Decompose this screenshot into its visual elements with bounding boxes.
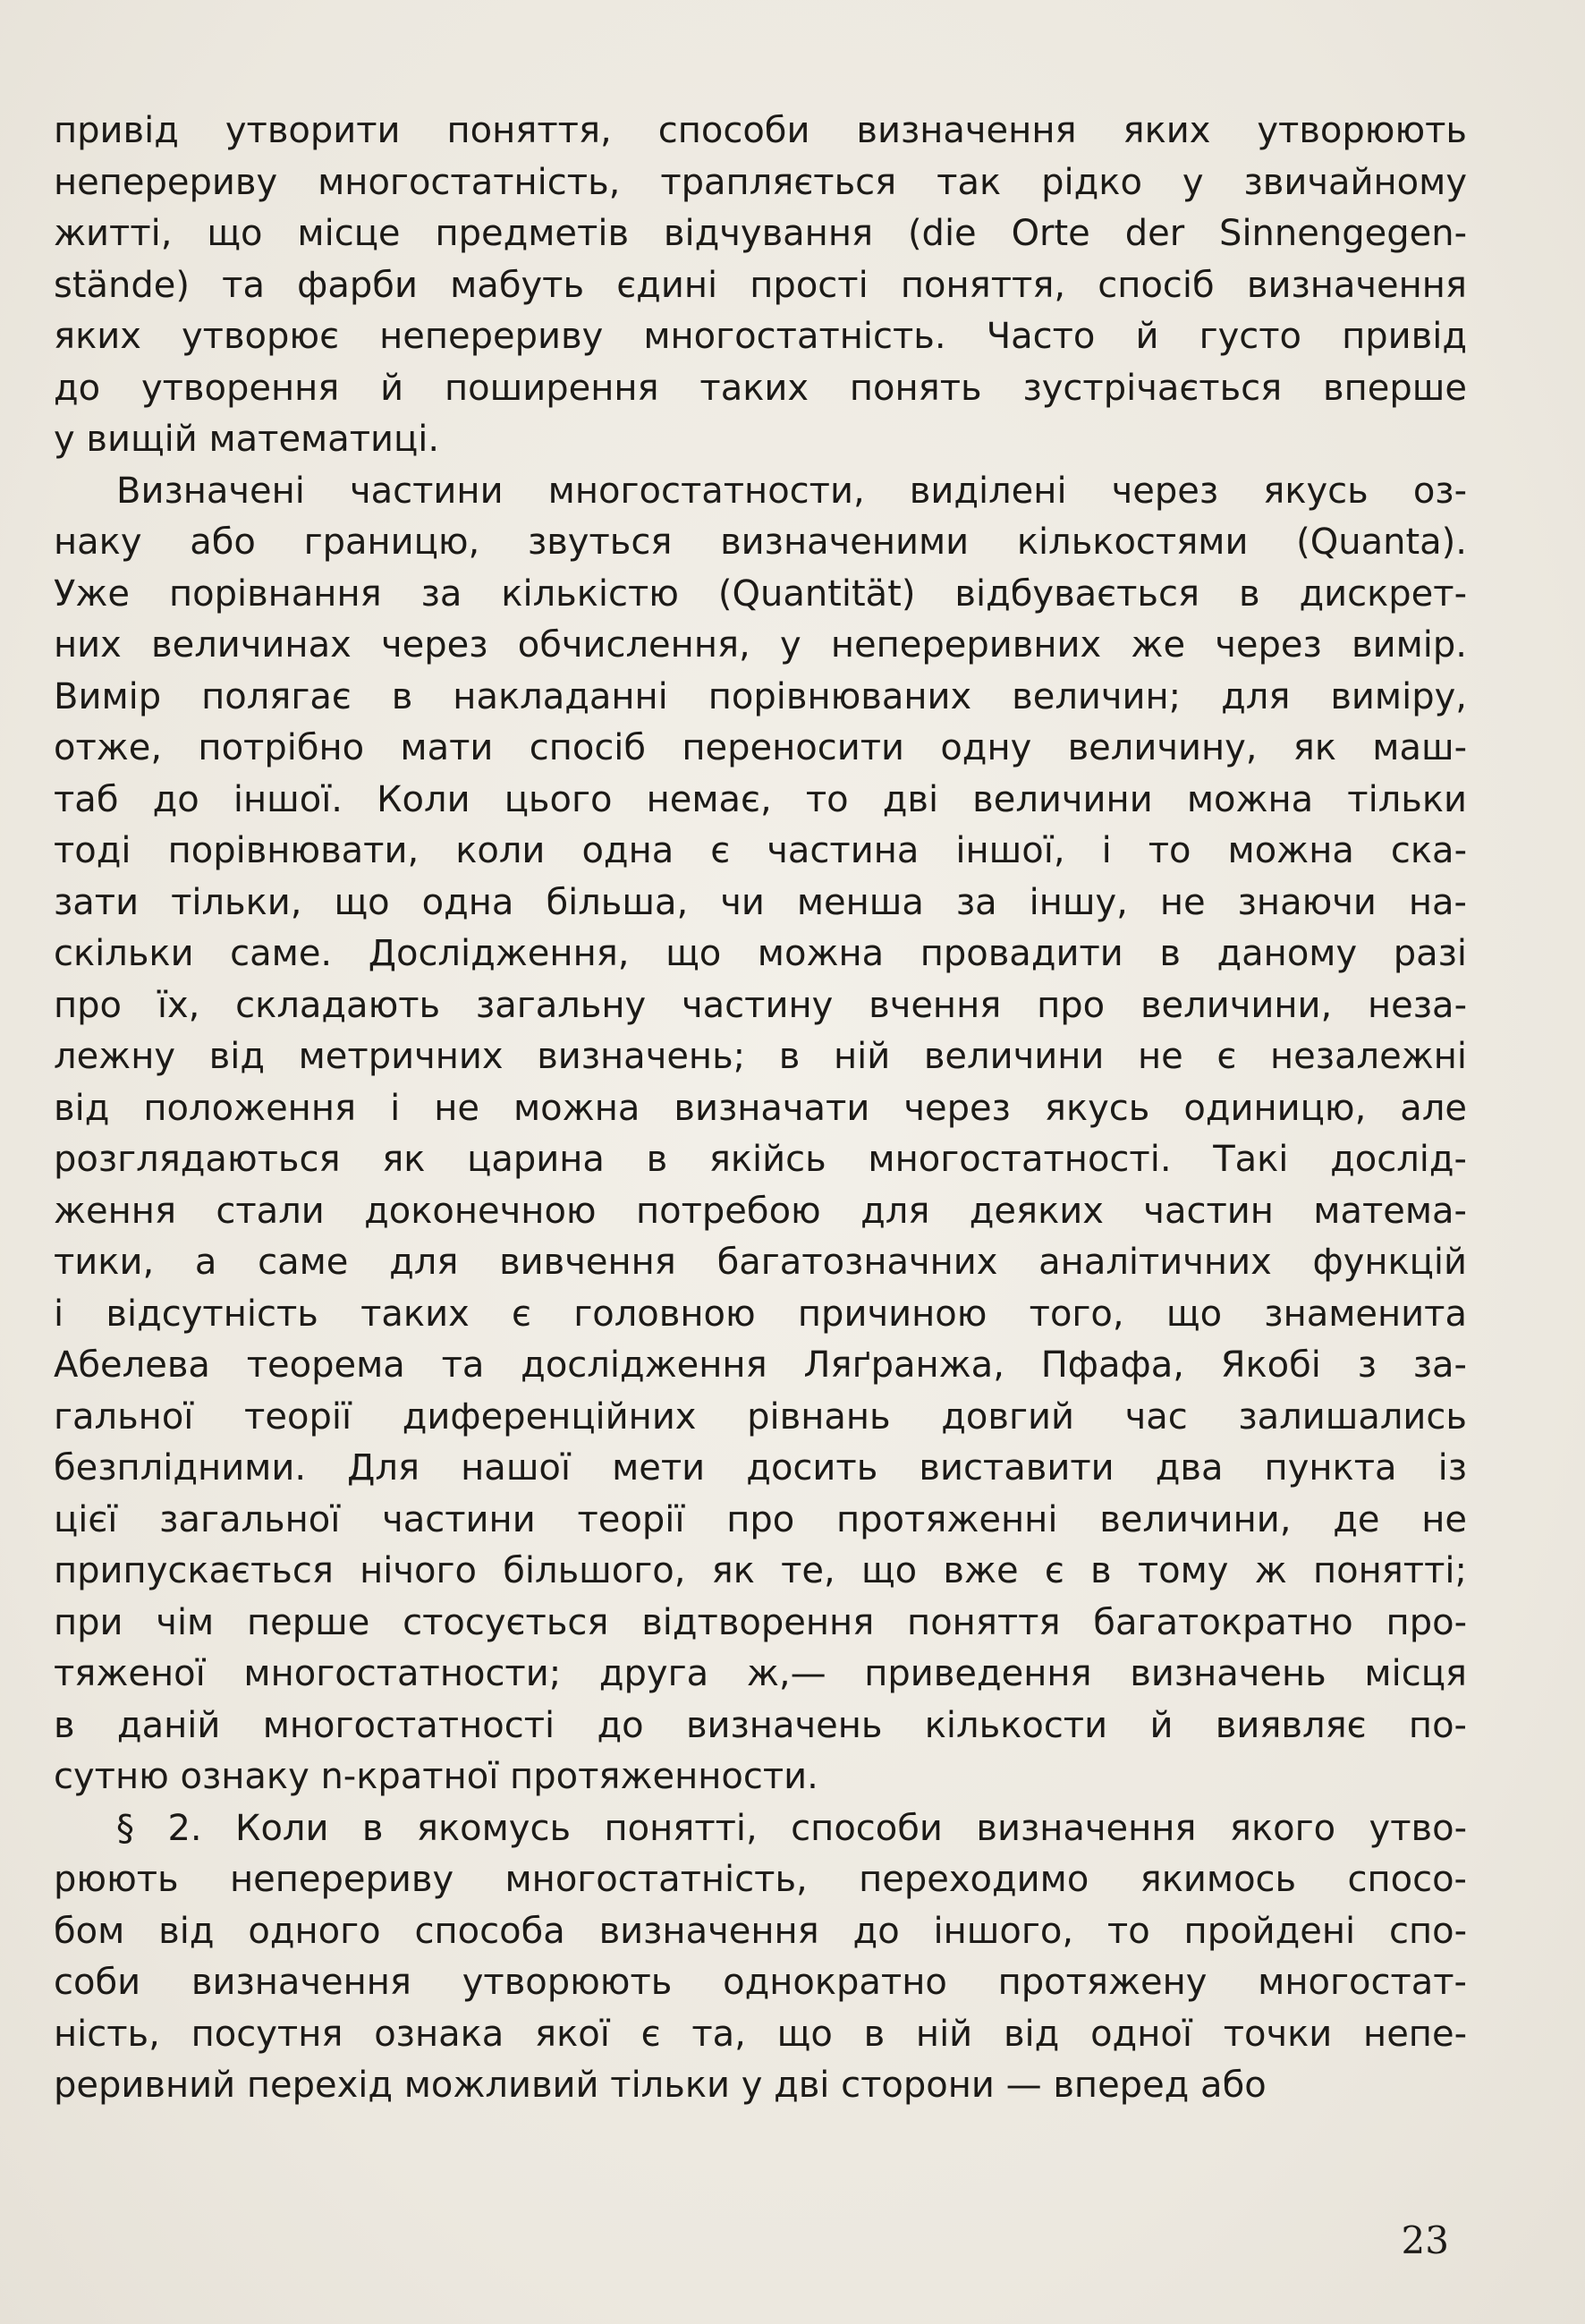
text-line: безплідними. Для нашої мети досить виставити два пункта із: [54, 1447, 1467, 1489]
text-line: отже, потрібно мати спосіб переносити одну величину, як маш-: [54, 727, 1467, 768]
text-line: ження стали доконечною потребою для деяких частин матема-: [54, 1190, 1467, 1232]
text-line: зати тільки, що одна більша, чи менша за іншу, не знаючи на-: [54, 881, 1467, 923]
text-line: розглядаються як царина в якійсь многостатності. Такі дослід-: [54, 1139, 1467, 1180]
text-line: про їх, складають загальну частину вчення про величини, неза-: [54, 984, 1467, 1026]
body-text: [54, 106, 1467, 2112]
text-line: наку або границю, звуться визначеними кількостями (Quanta).: [54, 522, 1467, 563]
text-line: у вищій математиці.: [54, 419, 440, 460]
text-line: stände) та фарби мабуть єдині прості поняття, спосіб визначення: [54, 264, 1467, 306]
page-number: 23: [1401, 2218, 1449, 2262]
text-line: бом від одного способа визначення до іншого, то пройдені спо-: [54, 1910, 1467, 1952]
text-line: неперериву многостатність, трапляється так рідко у звичайному: [54, 161, 1467, 203]
text-line: яких утворює неперериву многостатність. Часто й густо привід: [54, 316, 1467, 357]
text-line: і відсутність таких є головною причиною того, що знаменита: [54, 1293, 1467, 1335]
text-line: лежну від метричних визначень; в ній величини не є незалежні: [54, 1036, 1467, 1077]
text-line: Уже порівнання за кількістю (Quantität) відбувається в дискрет-: [54, 573, 1467, 615]
text-line: при чім перше стосується відтворення поняття багатократно про-: [54, 1601, 1467, 1643]
text-line: Визначені частини многостатности, виділені через якусь оз-: [116, 470, 1467, 512]
text-line: реривний перехід можливий тільки у дві сторони — вперед або: [54, 2065, 1267, 2106]
text-line: житті, що місце предметів відчування (die Orte der Sinnengegen-: [54, 213, 1467, 254]
text-line: припускається нічого більшого, як те, що вже є в тому ж понятті;: [54, 1550, 1467, 1591]
paragraph-p3: [54, 1803, 1467, 2112]
text-line: цієї загальної частини теорії про протяженні величини, де не: [54, 1498, 1467, 1540]
text-line: в даній многостатності до визначень кількости й виявляє по-: [54, 1704, 1467, 1746]
text-line: них величинах через обчислення, у непереривних же через вимір.: [54, 624, 1467, 666]
text-line: від положення і не можна визначати через якусь одиницю, але: [54, 1087, 1467, 1129]
text-line: сутню ознаку n-кратної протяженности.: [54, 1756, 818, 1797]
text-line: скільки саме. Дослідження, що можна провадити в даному разі: [54, 933, 1467, 974]
text-line: до утворення й поширення таких понять зустрічається вперше: [54, 367, 1467, 409]
paragraph-p2: [54, 466, 1467, 1803]
text-line: соби визначення утворюють однократно протяжену многостат-: [54, 1962, 1467, 2003]
text-line: § 2. Коли в якомусь понятті, способи визначення якого утво-: [116, 1807, 1467, 1849]
text-line: тяженої многостатности; друга ж,— приведення визначень місця: [54, 1653, 1467, 1694]
text-line: тоді порівнювати, коли одна є частина іншої, і то можна ска-: [54, 830, 1467, 871]
text-line: привід утворити поняття, способи визначення яких утворюють: [54, 110, 1467, 151]
text-line: Вимір полягає в накладанні порівнюваних величин; для виміру,: [54, 675, 1467, 717]
text-line: тики, а саме для вивчення багатозначних аналітичних функцій: [54, 1242, 1467, 1283]
text-line: Абелева теорема та дослідження Ляґранжа, Пфафа, Якобі з за-: [54, 1344, 1467, 1386]
text-line: таб до іншої. Коли цього немає, то дві величини можна тільки: [54, 778, 1467, 820]
text-line: рюють неперериву многостатність, переходимо якимось спосо-: [54, 1859, 1467, 1900]
paragraph-p1: [54, 106, 1467, 466]
text-line: гальної теорії диференційних рівнань довгий час залишались: [54, 1395, 1467, 1438]
text-line: ність, посутня ознака якої є та, що в ній від одної точки непе-: [54, 2013, 1467, 2055]
